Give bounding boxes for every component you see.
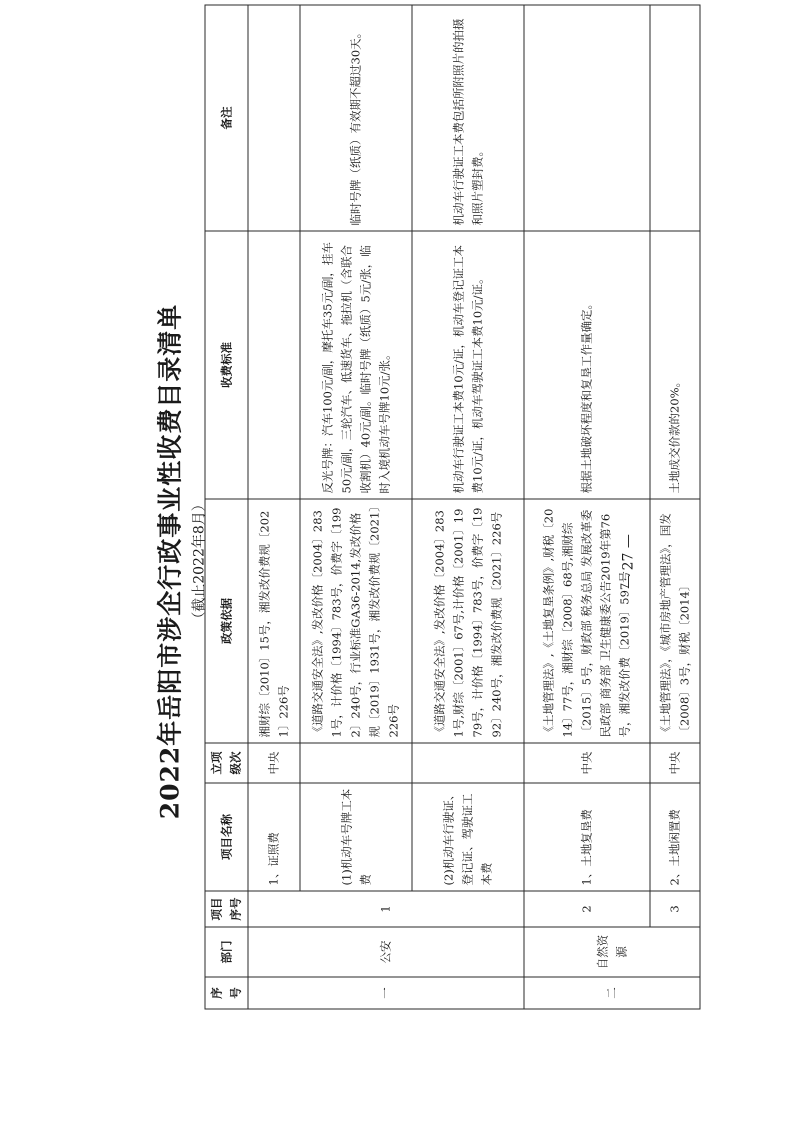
header-level: 立项级次 (205, 743, 248, 783)
cell-level: 中央 (248, 743, 300, 783)
cell-seq: 一 (248, 977, 524, 1009)
table-row (412, 5, 524, 1009)
header-basis: 政策依据 (205, 499, 248, 743)
cell-standard: 反光号牌：汽车100元/副，摩托车35元/副，挂车50元/副，三轮汽车、低速货车、拖拉机（含联合收割机）40元/副。临时号牌（纸质）5元/张，临时入境机动车号牌10元/张。 (300, 231, 412, 499)
header-remark: 备注 (205, 5, 248, 231)
cell-item-name: (2)机动车行驶证、登记证、驾驶证工本费 (412, 783, 524, 891)
cell-standard: 根据土地破坏程度和复垦工作量确定。 (524, 231, 650, 499)
cell-item-seq: 3 (650, 891, 700, 927)
table-row (300, 5, 412, 1009)
header-dept: 部门 (205, 927, 248, 977)
header-item-seq: 项目序号 (205, 891, 248, 927)
cell-level: 中央 (650, 743, 700, 783)
document-subtitle: （截止2022年8月） (191, 496, 207, 626)
cell-standard (248, 231, 300, 499)
cell-standard: 土地成交价款的20%。 (650, 231, 700, 499)
page-number: — 27 — (620, 533, 636, 589)
cell-remark (650, 5, 700, 231)
document-title: 2022年岳阳市涉企行政事业性收费目录清单 (155, 303, 184, 819)
rotated-sheet (0, 18, 793, 1081)
cell-standard: 机动车行驶证工本费10元/证，机动车登记证工本费10元/证，机动车驾驶证工本费10元/证。 (412, 231, 524, 499)
table-header-row (205, 5, 248, 1009)
cell-basis: 《土地管理法》，《城市房地产管理法》，国发〔2008〕3号，财税〔2014〕 (650, 499, 700, 743)
table-row (248, 5, 300, 1009)
cell-dept: 自然资源 (524, 927, 700, 977)
cell-remark: 临时号牌（纸质）有效期不超过30天。 (300, 5, 412, 231)
cell-level (412, 743, 524, 783)
cell-level (300, 743, 412, 783)
header-seq: 序号 (205, 977, 248, 1009)
cell-item-name: 2、土地闲置费 (650, 783, 700, 891)
cell-basis: 《道路交通安全法》,发改价格〔2004〕2831号，计价格〔1994〕783号，价费字〔1992〕240号，行业标准GA36-2014,发改价格规〔2019〕1931号，湘发改价费规〔2021〕226号 (300, 499, 412, 743)
header-standard: 收费标准 (205, 231, 248, 499)
cell-basis: 《土地管理法》,《土地复垦条例》,财税〔2014〕77号，湘财综〔2008〕68号,湘财综〔2015〕5号，财政部 税务总局 发展改革委 民政部 商务部 卫生健康委公告2019年第76号，湘发改价费〔2019〕597号 (524, 499, 650, 743)
cell-item-name: (1)机动车号牌工本费 (300, 783, 412, 891)
cell-basis: 《道路交通安全法》,发改价格〔2004〕2831号,财综〔2001〕67号,计价格〔2001〕1979号，计价格〔1994〕783号，价费字〔1992〕240号，湘发改价费规〔2021〕226号 (412, 499, 524, 743)
cell-item-seq: 1 (248, 891, 524, 927)
cell-seq: 二 (524, 977, 700, 1009)
cell-dept: 公安 (248, 927, 524, 977)
cell-item-seq: 2 (524, 891, 650, 927)
cell-remark (248, 5, 300, 231)
table-row (650, 5, 700, 1009)
cell-item-name: 1、证照费 (248, 783, 300, 891)
cell-remark: 机动车行驶证工本费包括所附照片的拍摄和照片塑封费。 (412, 5, 524, 231)
cell-item-name: 1、土地复垦费 (524, 783, 650, 891)
cell-basis: 湘财综〔2010〕15号，湘发改价费规〔2021〕226号 (248, 499, 300, 743)
header-item-name: 项目名称 (205, 783, 248, 891)
cell-level: 中央 (524, 743, 650, 783)
